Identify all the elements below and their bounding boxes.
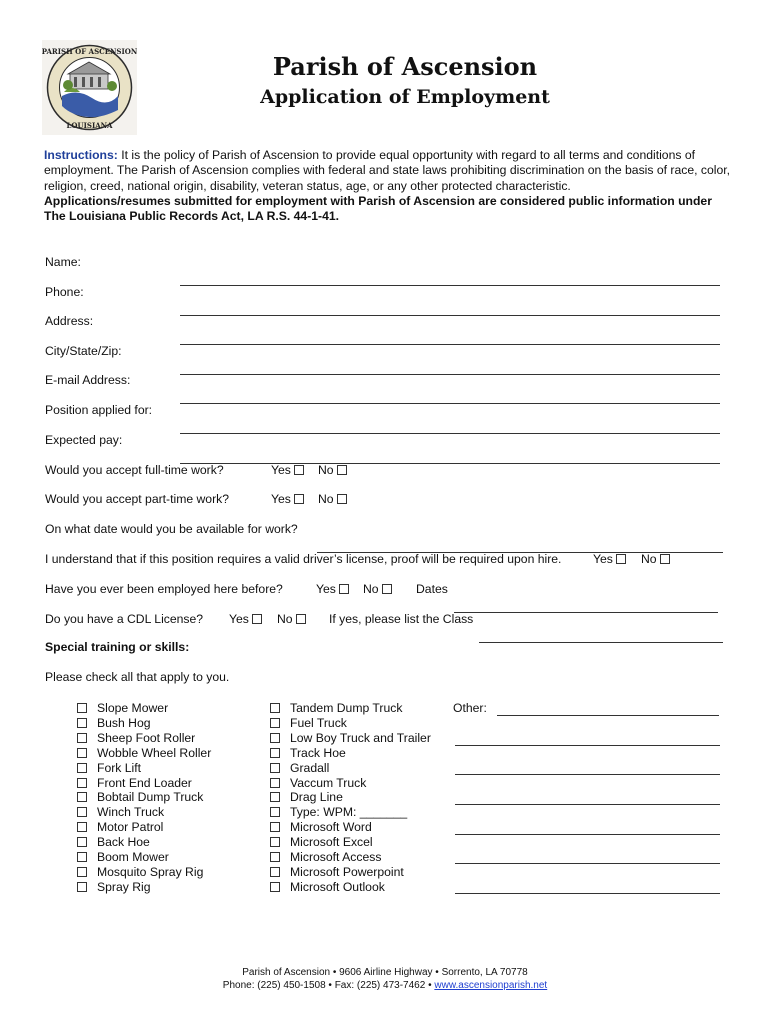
city-label: City/State/Zip: — [45, 344, 122, 358]
name-row — [45, 253, 725, 271]
checkbox-icon[interactable] — [77, 703, 87, 713]
license-row — [45, 550, 735, 568]
checkbox-icon[interactable] — [77, 792, 87, 802]
skill-label: Low Boy Truck and Trailer — [290, 730, 431, 745]
skill-label: Wobble Wheel Roller — [97, 745, 212, 760]
skill-item[interactable] — [270, 716, 431, 731]
checkbox-icon[interactable] — [77, 867, 87, 877]
license-label: I understand that if this position requires a valid driver’s license, proof will be required upon hire. — [45, 552, 562, 566]
checkbox-icon[interactable] — [339, 584, 349, 594]
skill-label: Microsoft Excel — [290, 835, 373, 850]
available-label: On what date would you be available for work? — [45, 522, 298, 536]
employed-yes[interactable]: Yes — [316, 580, 349, 598]
checkbox-icon[interactable] — [270, 822, 280, 832]
skill-item[interactable] — [77, 776, 211, 791]
phone-label: Phone: — [45, 285, 84, 299]
pay-label: Expected pay: — [45, 433, 123, 447]
skill-item[interactable] — [270, 865, 431, 880]
instructions-text: It is the policy of Parish of Ascension to provide equal opportunity with regard to all terms and conditions of employment. The Parish of Ascension complies with federal and state laws prohibiting discrimination on the basis of race, color, religion, creed, national origin, disability, veteran status, age, or any other protected characteristic. — [44, 148, 731, 193]
skill-item[interactable] — [77, 746, 211, 761]
checkbox-icon[interactable] — [270, 867, 280, 877]
skill-label: Vaccum Truck — [290, 775, 367, 790]
skill-item[interactable] — [77, 716, 211, 731]
employed-no[interactable]: No — [363, 580, 392, 598]
position-label: Position applied for: — [45, 403, 153, 417]
checkbox-icon[interactable] — [270, 703, 280, 713]
skill-item[interactable] — [77, 761, 211, 776]
checkbox-icon[interactable] — [270, 837, 280, 847]
skills-column-2 — [270, 701, 431, 895]
skill-item[interactable] — [270, 761, 431, 776]
checkbox-icon[interactable] — [337, 494, 347, 504]
skill-label: Motor Patrol — [97, 820, 164, 835]
skill-label: Bobtail Dump Truck — [97, 790, 204, 805]
cdl-class-field[interactable] — [479, 628, 723, 643]
checkbox-icon[interactable] — [77, 733, 87, 743]
checkbox-icon[interactable] — [337, 465, 347, 475]
checkbox-icon[interactable] — [616, 554, 626, 564]
footer-contact — [0, 980, 770, 992]
checkbox-icon[interactable] — [294, 494, 304, 504]
address-row — [45, 312, 725, 330]
checkbox-icon[interactable] — [77, 837, 87, 847]
cdl-no[interactable]: No — [277, 610, 306, 628]
other-label: Other: — [453, 701, 487, 715]
checkbox-icon[interactable] — [77, 718, 87, 728]
checkbox-icon[interactable] — [270, 807, 280, 817]
page-subtitle: Application of Employment — [260, 86, 550, 108]
skill-item[interactable] — [270, 820, 431, 835]
checkbox-icon[interactable] — [294, 465, 304, 475]
license-no[interactable]: No — [641, 550, 670, 568]
skill-label: Microsoft Outlook — [290, 879, 385, 894]
skill-label: Bush Hog — [97, 715, 151, 730]
license-yes[interactable]: Yes — [593, 550, 626, 568]
skill-item[interactable] — [270, 776, 431, 791]
parttime-row — [45, 490, 334, 508]
skill-item[interactable] — [270, 805, 431, 820]
footer-address: Parish of Ascension • 9606 Airline Highway • Sorrento, LA 70778 — [242, 967, 528, 978]
skill-label: Type: WPM: _______ — [290, 805, 408, 820]
checkbox-icon[interactable] — [270, 882, 280, 892]
skills-instruction: Please check all that apply to you. — [45, 670, 230, 684]
name-label: Name: — [45, 255, 81, 269]
checkbox-icon[interactable] — [270, 748, 280, 758]
city-row — [45, 342, 725, 360]
website-link[interactable]: www.ascensionparish.net — [434, 980, 548, 991]
skill-label: Gradall — [290, 760, 330, 775]
footer-phone-fax: Phone: (225) 450-1508 • Fax: (225) 473-7462 • — [222, 980, 435, 991]
checkbox-icon[interactable] — [77, 778, 87, 788]
other-field[interactable] — [497, 703, 719, 716]
address-label: Address: — [45, 314, 94, 328]
checkbox-icon[interactable] — [270, 718, 280, 728]
skill-item[interactable] — [270, 790, 431, 805]
skill-label: Sheep Foot Roller — [97, 730, 196, 745]
checkbox-icon[interactable] — [296, 614, 306, 624]
checkbox-icon[interactable] — [270, 852, 280, 862]
skill-label: Front End Loader — [97, 775, 192, 790]
skill-item[interactable] — [77, 865, 211, 880]
skill-item[interactable] — [270, 731, 431, 746]
checkbox-icon[interactable] — [77, 807, 87, 817]
other-field[interactable] — [455, 851, 720, 864]
available-row — [45, 520, 725, 538]
skill-item[interactable] — [77, 731, 211, 746]
phone-row — [45, 283, 725, 301]
cdl-label: Do you have a CDL License? — [45, 612, 204, 626]
skill-label: Slope Mower — [97, 701, 169, 715]
skill-item[interactable] — [270, 850, 431, 865]
skill-item[interactable] — [270, 746, 431, 761]
public-records-notice: Applications/resumes submitted for employment with Parish of Ascension are considered public information under The Louisiana Public Records Act, LA R.S. 44-1-41. — [44, 193, 712, 224]
skill-item[interactable] — [270, 835, 431, 850]
skill-item[interactable] — [77, 850, 211, 865]
skill-label: Microsoft Word — [290, 820, 372, 835]
checkbox-icon[interactable] — [270, 733, 280, 743]
employed-row — [45, 580, 725, 598]
position-row — [45, 401, 725, 419]
skill-item[interactable] — [77, 835, 211, 850]
skill-item[interactable] — [77, 790, 211, 805]
skill-label: Back Hoe — [97, 835, 150, 850]
checkbox-icon[interactable] — [270, 763, 280, 773]
pay-field[interactable] — [180, 449, 720, 464]
parttime-no[interactable]: No — [318, 490, 347, 508]
svg-text:PARISH OF ASCENSION: PARISH OF ASCENSION — [42, 47, 137, 56]
checkbox-icon[interactable] — [77, 822, 87, 832]
svg-text:LOUISIANA: LOUISIANA — [66, 121, 113, 130]
skill-label: Fork Lift — [97, 760, 142, 775]
parttime-yes[interactable]: Yes — [271, 490, 304, 508]
skill-item[interactable] — [77, 820, 211, 835]
email-row — [45, 371, 725, 389]
skill-item[interactable] — [77, 701, 211, 716]
checkbox-icon[interactable] — [660, 554, 670, 564]
other-field[interactable] — [455, 762, 720, 775]
cdl-row — [45, 610, 725, 628]
instructions-block — [44, 148, 734, 224]
checkbox-icon[interactable] — [382, 584, 392, 594]
checkbox-icon[interactable] — [77, 748, 87, 758]
cdl-class-label: If yes, please list the Class — [329, 612, 474, 626]
skill-label: Boom Mower — [97, 850, 169, 865]
skills-heading: Special training or skills: — [45, 640, 190, 654]
skill-label: Spray Rig — [97, 879, 151, 894]
other-field[interactable] — [455, 733, 720, 746]
fulltime-yes[interactable]: Yes — [271, 461, 304, 479]
skill-label: Track Hoe — [290, 745, 346, 760]
other-field[interactable] — [455, 881, 720, 894]
email-label: E-mail Address: — [45, 373, 131, 387]
skills-column-1 — [77, 701, 211, 895]
skill-label: Mosquito Spray Rig — [97, 864, 204, 879]
skill-item[interactable] — [270, 880, 431, 895]
skill-label: Tandem Dump Truck — [290, 701, 403, 715]
skill-item[interactable] — [77, 880, 211, 895]
parttime-label: Would you accept part-time work? — [45, 492, 230, 506]
employed-label: Have you ever been employed here before? — [45, 582, 283, 596]
skill-label: Fuel Truck — [290, 715, 347, 730]
instructions-label: Instructions: — [44, 148, 118, 162]
other-field[interactable] — [455, 792, 720, 805]
skill-label: Microsoft Access — [290, 850, 382, 865]
checkbox-icon[interactable] — [77, 882, 87, 892]
checkbox-icon[interactable] — [77, 852, 87, 862]
page-title: Parish of Ascension — [272, 52, 538, 81]
cdl-yes[interactable]: Yes — [229, 610, 262, 628]
skill-item[interactable] — [270, 701, 431, 716]
fulltime-label: Would you accept full-time work? — [45, 463, 224, 477]
skill-label: Microsoft Powerpoint — [290, 864, 404, 879]
fulltime-no[interactable]: No — [318, 461, 347, 479]
checkbox-icon[interactable] — [77, 763, 87, 773]
skill-item[interactable] — [77, 805, 211, 820]
dates-label: Dates — [416, 582, 448, 596]
fulltime-row — [45, 461, 334, 479]
checkbox-icon[interactable] — [270, 778, 280, 788]
skill-label: Drag Line — [290, 790, 343, 805]
other-field[interactable] — [455, 822, 720, 835]
checkbox-icon[interactable] — [270, 792, 280, 802]
skill-label: Winch Truck — [97, 805, 165, 820]
pay-row — [45, 431, 725, 449]
checkbox-icon[interactable] — [252, 614, 262, 624]
